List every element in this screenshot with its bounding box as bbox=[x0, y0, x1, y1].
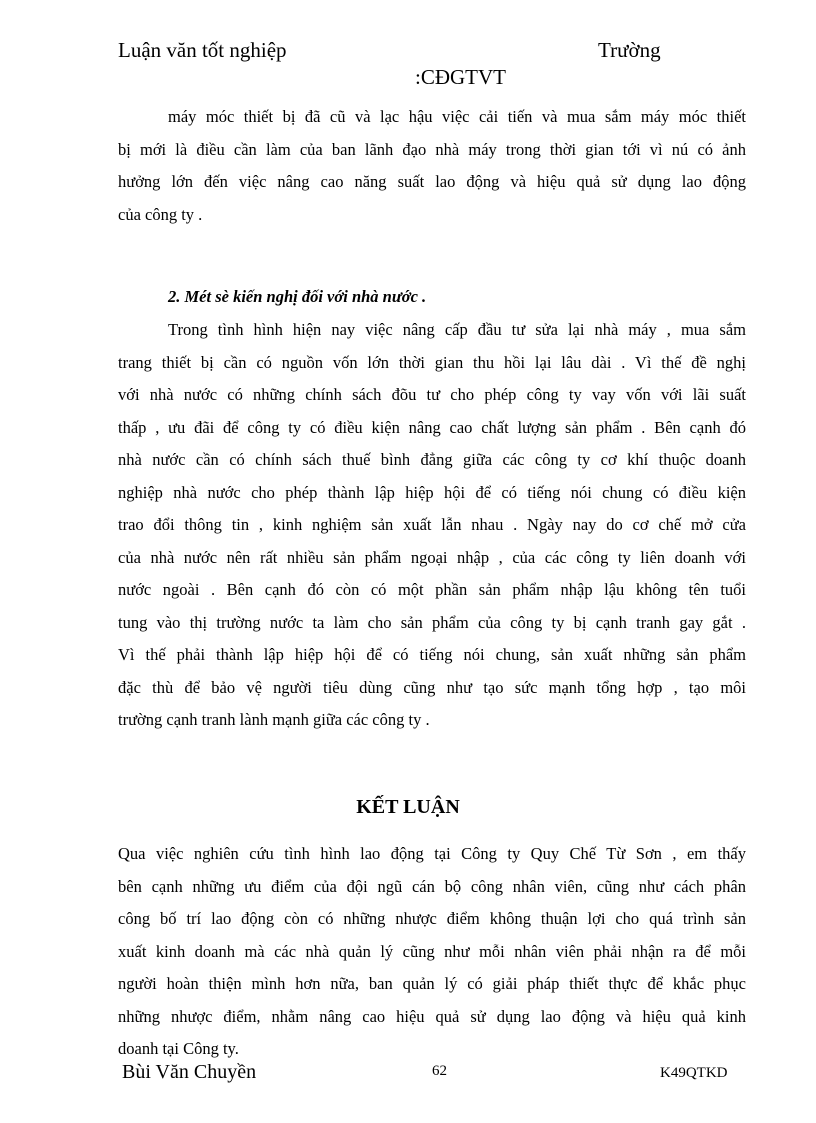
text-line: Qua việc nghiên cứu tình hình lao động tại Công ty Quy Chế Từ Sơn , em thấy bbox=[118, 844, 746, 863]
text-line: bên cạnh những ưu điểm của đội ngũ cán bộ công nhân viên, cũng như cách phân bbox=[118, 876, 746, 896]
text-line: tung vào thị trường nước ta làm cho sản phẩm của công ty bị cạnh tranh gay gắt . bbox=[118, 612, 746, 632]
text-line: trao đổi thông tin , kinh nghiệm sản xuất lẫn nhau . Ngày nay do cơ chế mở cửa bbox=[118, 515, 746, 534]
header-school: Trường bbox=[598, 38, 661, 62]
text-line: đặc thù để bảo vệ người tiêu dùng cũng như tạo sức mạnh tổng hợp , tạo môi bbox=[118, 677, 746, 697]
footer-class-code: K49QTKD bbox=[660, 1065, 728, 1081]
text-line: hưởng lớn đến việc nâng cao năng suất lao động và hiệu quả sử dụng lao động bbox=[118, 172, 746, 191]
paragraph-intro-cont bbox=[118, 134, 746, 232]
text-line: Vì thế phải thành lập hiệp hội để có tiếng nói chung, sản xuất những sản phẩm bbox=[118, 645, 746, 664]
paragraph-intro bbox=[168, 101, 746, 134]
text-line: xuất kinh doanh mà các nhà quản lý cũng như mỗi nhân viên phải nhận ra để mỗi bbox=[118, 941, 746, 961]
section-heading: 2. Mét sè kiến nghị đối với nhà nước . bbox=[168, 287, 427, 306]
text-line: những nhược điểm, nhằm nâng cao hiệu quả sử dụng lao động và hiệu quả kinh bbox=[118, 1006, 746, 1026]
text-line: máy móc thiết bị đã cũ và lạc hậu việc cải tiến và mua sắm máy móc thiết bbox=[168, 107, 746, 126]
text-line: bị mới là điều cần làm của ban lãnh đạo nhà máy trong thời gian tới vì nú có ảnh bbox=[118, 139, 746, 159]
text-line: nghiệp nhà nước cho phép thành lập hiệp hội để có tiếng nói chung có điều kiện bbox=[118, 482, 746, 502]
text-line: người hoàn thiện mình hơn nữa, ban quản lý có giải pháp thiết thực để khắc phục bbox=[118, 974, 746, 993]
text-line: trường cạnh tranh lành mạnh giữa các công ty . bbox=[118, 710, 430, 729]
page-number: 62 bbox=[432, 1063, 447, 1079]
text-line: trang thiết bị cần có nguồn vốn lớn thời gian thu hồi lại lâu dài . Vì thế đề nghị bbox=[118, 352, 746, 372]
header-title: Luận văn tốt nghiệp bbox=[118, 38, 287, 62]
text-line: của công ty . bbox=[118, 204, 203, 224]
text-line: nhà nước cần có chính sách thuế bình đẳng giữa các công ty cơ khí thuộc doanh bbox=[118, 450, 746, 469]
text-line: Trong tình hình hiện nay việc nâng cấp đầu tư sửa lại nhà máy , mua sắm bbox=[168, 320, 746, 339]
paragraph-conclusion bbox=[118, 838, 746, 1066]
footer-author: Bùi Văn Chuyền bbox=[122, 1061, 257, 1083]
text-line: của nhà nước nên rất nhiều sản phẩm ngoại nhập , của các công ty liên doanh với bbox=[118, 547, 746, 567]
text-line: nước ngoài . Bên cạnh đó còn có một phần sản phẩm nhập lậu không tên tuổi bbox=[118, 580, 746, 599]
text-line: doanh tại Công ty. bbox=[118, 1039, 239, 1058]
text-line: công bố trí lao động còn có những nhược điểm không thuận lợi cho quá trình sản bbox=[118, 909, 746, 928]
text-line: thấp , ưu đãi để công ty có điều kiện nâng cao chất lượng sản phẩm . Bên cạnh đó bbox=[118, 417, 746, 437]
paragraph-recommendations bbox=[118, 314, 746, 737]
header-school-code: :CĐGTVT bbox=[415, 65, 506, 89]
text-line: với nhà nước có những chính sách đõu tư cho phép công ty vay vốn với lãi suất bbox=[118, 385, 746, 404]
conclusion-heading: KẾT LUẬN bbox=[356, 796, 460, 818]
